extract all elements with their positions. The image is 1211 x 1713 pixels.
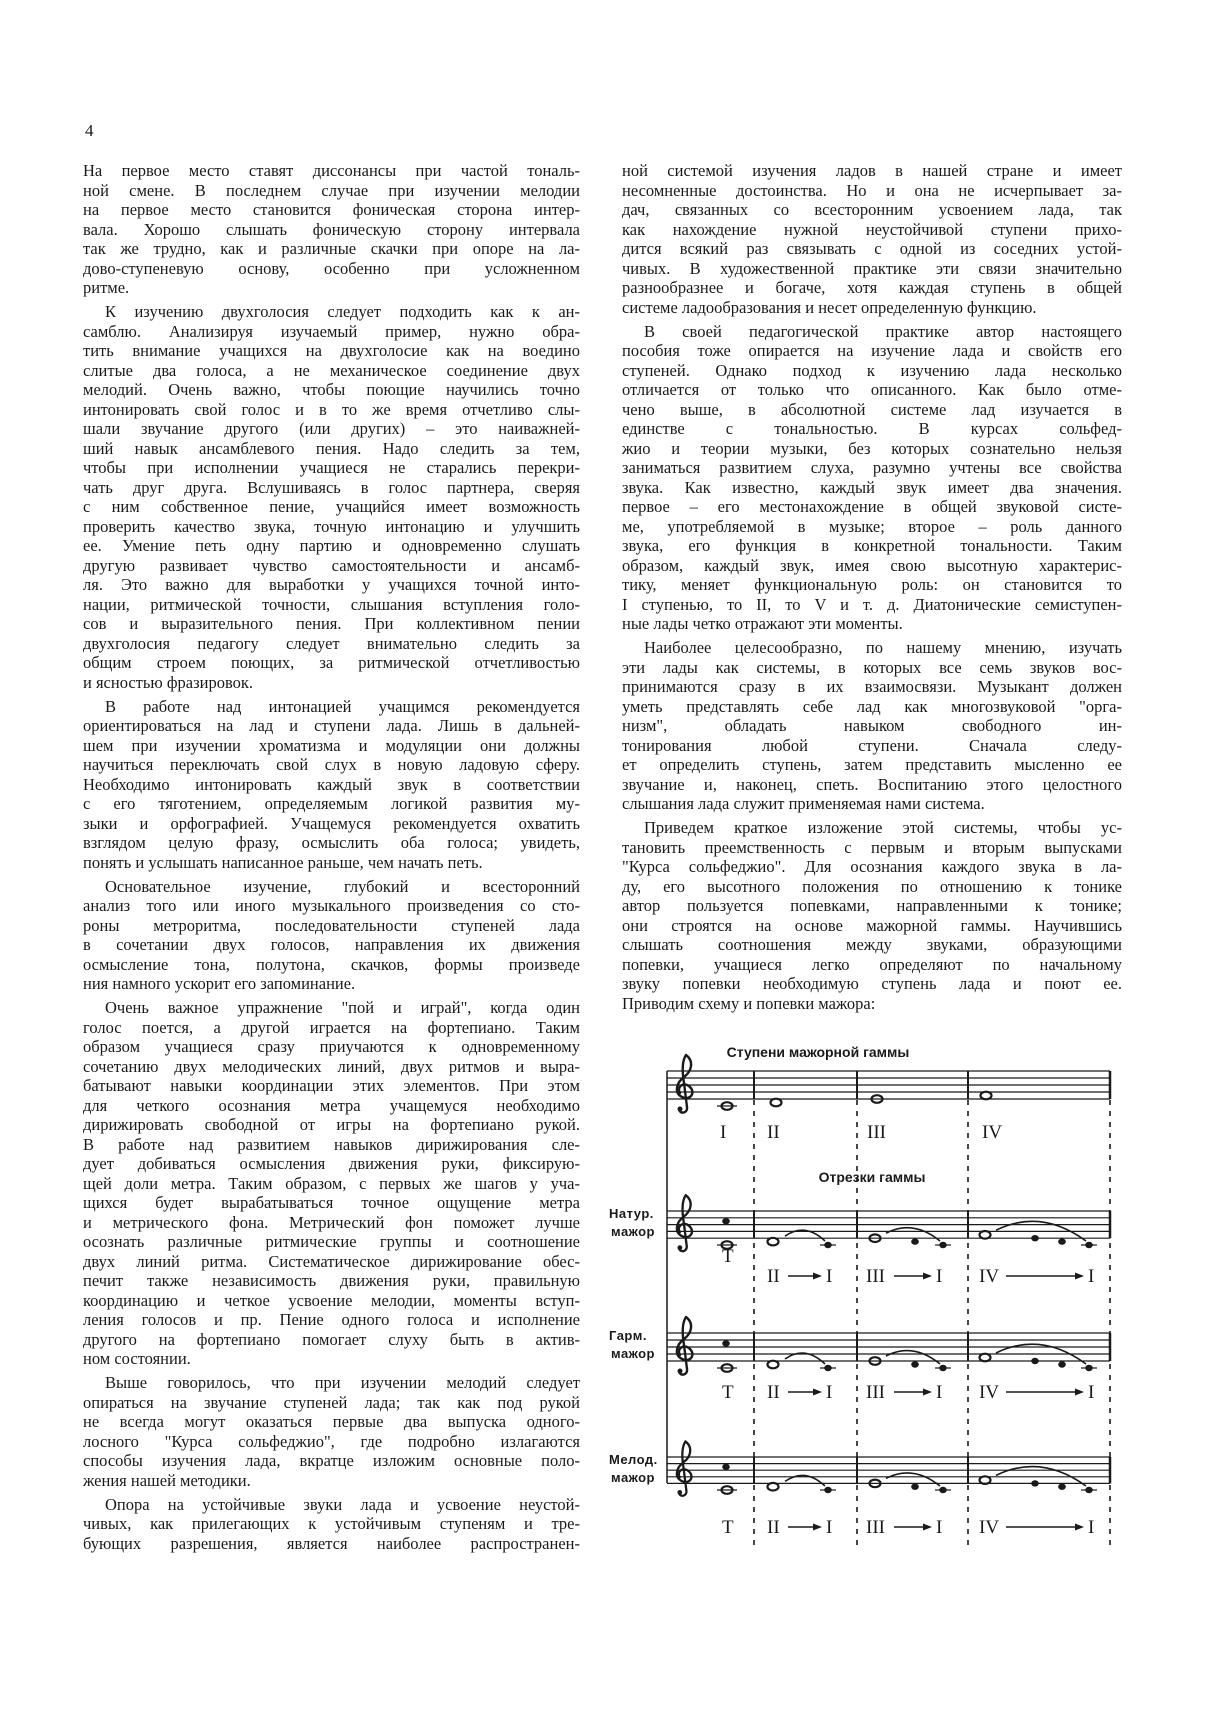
text-line: слышать соотношения между звуками, образующими	[622, 935, 1122, 954]
text-line: дится всякий раз связывать с одной из соседних устой-	[622, 239, 1122, 258]
whole-note	[870, 1234, 881, 1242]
arrow-head-icon	[813, 1273, 822, 1280]
scale-type-label: Мелод.	[609, 1452, 658, 1467]
slur	[785, 1353, 825, 1364]
paragraph	[622, 818, 1122, 1013]
step-label: III	[866, 1382, 885, 1403]
text-line: Основательное изучение, глубокий и всесторонний	[105, 876, 580, 896]
text-line: ля. Это важно для выработки у учащихся точной инто-	[83, 575, 580, 594]
text-line: ной системой изучения ладов в нашей стране и имеет	[622, 161, 1122, 180]
text-line: щихся будет вырабатываться точное ощущение метра	[83, 1193, 580, 1212]
text-line: Опора на устойчивые звуки лада и усвоение неустой-	[105, 1494, 580, 1514]
target-degree-label: I	[1088, 1517, 1095, 1538]
text-line: заниматься развитием слуха, разумно учтены все свойства	[622, 458, 1122, 477]
paragraph	[83, 877, 580, 994]
text-line: образом учащиеся сразу приучаются к одновременному	[83, 1037, 580, 1056]
text-line: бующих разрешения, является наиболее распространен-	[83, 1533, 580, 1553]
whole-note	[872, 1095, 883, 1103]
text-line: сочетанию двух мелодических линий, двух ритмов и выра-	[83, 1056, 580, 1076]
text-line: тонирования любой ступени. Сначала следу-	[622, 735, 1122, 755]
step-label: II	[767, 1382, 780, 1403]
target-degree-label: I	[1088, 1382, 1095, 1403]
text-line: двухголосия педагогу следует внимательно следить за	[83, 633, 580, 653]
filled-note	[1058, 1484, 1066, 1490]
paragraph	[622, 161, 1122, 317]
filled-note	[911, 1484, 919, 1490]
target-degree-label: I	[826, 1517, 833, 1538]
text-line: ме, употребляемой в музыке; второе – роль данного	[622, 516, 1122, 536]
filled-note	[824, 1365, 832, 1371]
slur	[886, 1351, 940, 1364]
text-line: осмысление тона, полутона, скачков, формы произведе	[83, 954, 580, 974]
filled-note	[1031, 1480, 1039, 1486]
text-line: для четкого осознания метра учащемуся необходимо	[83, 1095, 580, 1115]
text-line: ступеней. Однако подход к изучению лада несколько	[622, 360, 1122, 380]
filled-note	[722, 1218, 730, 1224]
clef-dot	[677, 1245, 682, 1250]
text-line: звучание и, наконец, спеть. Воспитанию этого целостного	[622, 774, 1122, 794]
arrow-head-icon	[923, 1389, 932, 1396]
step-label: IV	[979, 1382, 1000, 1403]
text-line: слышания лада служит применяемая нами система.	[622, 794, 985, 813]
text-line: слитые два голоса, а не механическое соединение двух	[83, 360, 580, 380]
text-line: звука, его функция в конкретной тональности. Таким	[622, 536, 1122, 555]
degree-label: II	[767, 1122, 780, 1143]
text-line: шали звучание другого (или других) – это наиважней-	[83, 419, 580, 438]
filled-note	[722, 1464, 730, 1470]
whole-note	[722, 1241, 733, 1249]
text-line: ее. Умение петь одну партию и одновременно слушать	[83, 536, 580, 555]
target-degree-label: I	[1088, 1266, 1095, 1287]
paragraph	[83, 302, 580, 692]
text-line: и ясностью фразировок.	[83, 672, 254, 692]
slur	[785, 1475, 825, 1486]
text-line: отличается от только что описанного. Как было отме-	[622, 380, 1122, 399]
text-line: звука. Как известно, каждый звук имеет два значения.	[622, 477, 1122, 497]
text-line: ший навык ансамблевого пения. Надо следить за тем,	[83, 438, 580, 458]
arrow-head-icon	[1075, 1389, 1084, 1396]
text-line: ные лады четко отражают эти моменты.	[622, 614, 903, 633]
text-line: анализ того или иного музыкального произведения со сто-	[83, 896, 580, 915]
figure-subtitle: Отрезки гаммы	[818, 1169, 926, 1185]
text-line: чать друг друга. Вслушиваясь в голос партнера, сверяя	[83, 477, 580, 497]
whole-note	[870, 1480, 881, 1488]
text-line: научиться переключать свой слух в новую ладовую сферу.	[83, 755, 580, 774]
text-line: не всегда могут оказаться первые два выпуска одного-	[83, 1412, 580, 1431]
arrow-head-icon	[1075, 1273, 1084, 1280]
text-line: мелодий. Очень важно, чтобы поющие научились точно	[83, 380, 580, 399]
step-label: II	[767, 1266, 780, 1287]
page-number: 4	[85, 121, 94, 140]
arrow-head-icon	[923, 1524, 932, 1531]
text-line: шем при изучении хроматизма и модуляции они должны	[83, 735, 580, 755]
tonic-label: Т	[722, 1246, 734, 1267]
text-line: другого на фортепиано помогает слуху быть в актив-	[83, 1329, 580, 1349]
paragraph	[83, 161, 580, 298]
text-line: в сочетании двух голосов, направления их движения	[83, 935, 580, 954]
text-line: сов и выразительного пения. При коллективном пении	[83, 614, 580, 633]
text-line: звуку попевки необходимую ступень лада и поют ее.	[622, 974, 1122, 993]
text-line: зыки и орфографией. Учащемуся рекомендуется охватить	[83, 813, 580, 833]
text-line: I ступенью, то II, то V и т. д. Диатонические семиступен-	[622, 594, 1122, 614]
degree-label: I	[720, 1122, 727, 1143]
text-line: В работе над развитием навыков дирижирования сле-	[83, 1134, 580, 1154]
text-line: низм", обладать навыком свободного ин-	[622, 716, 1122, 735]
text-line: способы изучения лада, вкратце изложим основные поло-	[83, 1451, 580, 1470]
clef-dot	[678, 1369, 683, 1374]
tonic-label: Т	[722, 1382, 734, 1403]
text-line: взглядом целую фразу, осмыслить оба голоса; увидеть,	[83, 833, 580, 852]
text-line: чено выше, в абсолютной системе лад изучается в	[622, 399, 1122, 419]
whole-note	[981, 1092, 992, 1100]
paragraph	[622, 322, 1122, 634]
target-degree-label: I	[826, 1266, 833, 1287]
slur	[996, 1221, 1086, 1241]
text-line: разнообразнее и богаче, хотя каждая ступень в общей	[622, 278, 1122, 297]
text-line: тику, меняет функциональную роль: он становится то	[622, 575, 1122, 594]
text-line: дово-ступеневую основу, особенно при усложненном	[83, 258, 580, 278]
clef-stroke	[677, 1317, 693, 1375]
step-label: III	[866, 1266, 885, 1287]
scale-type-label: мажор	[611, 1346, 655, 1361]
whole-note	[722, 1364, 733, 1372]
target-degree-label: I	[936, 1382, 943, 1403]
arrow-head-icon	[1075, 1524, 1084, 1531]
paragraph	[83, 998, 580, 1369]
text-line: дирижировать свободной от игры на фортепиано рукой.	[83, 1115, 580, 1134]
text-line: уметь представлять себе лад как многозвуковой "орга-	[622, 696, 1122, 716]
text-line: осознать различные ритмические группы и соотношение	[83, 1232, 580, 1251]
text-line: чивых, как прилегающих к устойчивым ступеням и тре-	[83, 1514, 580, 1533]
whole-note	[768, 1483, 779, 1491]
text-line: лосного "Курса сольфеджио", где подробно излагаются	[83, 1431, 580, 1451]
paragraph	[83, 1373, 580, 1490]
whole-note	[870, 1357, 881, 1365]
whole-note	[980, 1476, 991, 1484]
text-line: жения нашей методики.	[83, 1470, 251, 1490]
text-line: попевки, учащиеся легко определяют по начальному	[622, 954, 1122, 974]
text-line: эти лады как системы, в которых все семь звуков вос-	[622, 657, 1122, 677]
slur	[996, 1467, 1086, 1486]
text-line: голос поется, а другой играется на фортепиано. Таким	[83, 1017, 580, 1037]
text-line: понять и услышать написанное раньше, чем начать петь.	[83, 852, 483, 872]
filled-note	[939, 1365, 947, 1371]
treble-clef-icon	[677, 1317, 693, 1375]
filled-note	[911, 1238, 919, 1244]
filled-note	[1085, 1365, 1093, 1371]
slur	[886, 1228, 940, 1241]
filled-note	[939, 1242, 947, 1248]
arrow-head-icon	[813, 1524, 822, 1531]
text-line: автор пользуется попевками, направленными к тонике;	[622, 896, 1122, 915]
scale-type-label: мажор	[611, 1470, 655, 1485]
left-text-column	[83, 161, 580, 1558]
filled-note	[1058, 1238, 1066, 1244]
slur	[785, 1230, 825, 1241]
treble-clef-icon	[677, 1195, 692, 1251]
degree-label: IV	[982, 1122, 1003, 1143]
text-line: Необходимо интонировать каждый звук в соответствии	[83, 774, 580, 794]
degree-label: III	[867, 1122, 886, 1143]
text-line: несомненные достоинства. Но и она не исчерпывает за-	[622, 180, 1122, 200]
whole-note	[722, 1102, 733, 1110]
text-line: ду, его высотного положения по отношению к тонике	[622, 876, 1122, 896]
text-line: вала. Хорошо слышать фоническую сторону интервала	[83, 219, 580, 239]
clef-stroke	[677, 1441, 692, 1495]
text-line: жио и теории музыки, без которых сознательно нельзя	[622, 438, 1122, 458]
text-line: проверить качество звука, точную интонацию и улучшить	[83, 516, 580, 536]
filled-note	[939, 1487, 947, 1493]
arrow-head-icon	[813, 1389, 822, 1396]
text-line: "Курса сольфеджио". Для осознания каждого звука в ла-	[622, 857, 1122, 876]
text-line: К изучению двухголосия следует подходить как к ан-	[105, 302, 580, 321]
paragraph	[622, 638, 1122, 814]
treble-clef-icon	[677, 1441, 692, 1495]
arrow-head-icon	[923, 1273, 932, 1280]
clef-stroke	[677, 1055, 693, 1113]
text-line: пособия тоже опирается на изучение лада и свойств его	[622, 341, 1122, 360]
whole-note	[980, 1354, 991, 1362]
treble-clef-icon	[677, 1055, 693, 1113]
text-line: нации, ритмической точности, слышания вступления голо-	[83, 594, 580, 614]
text-line: Выше говорилось, что при изучении мелодий следует	[105, 1373, 580, 1392]
clef-stroke	[677, 1195, 692, 1251]
target-degree-label: I	[826, 1382, 833, 1403]
text-line: Наиболее целесообразно, по нашему мнению, изучать	[644, 638, 1122, 657]
text-line: ной смене. В последнем случае при изучении мелодии	[83, 180, 580, 200]
text-line: ет определить ступень, затем представить мысленно ее	[622, 755, 1122, 774]
scale-type-label: Натур.	[609, 1206, 654, 1221]
whole-note	[771, 1099, 782, 1107]
target-degree-label: I	[936, 1266, 943, 1287]
text-line: чивых. В художественной практике эти связи значительно	[622, 258, 1122, 278]
text-line: В работе над интонацией учащимся рекомендуется	[105, 696, 580, 716]
text-line: печит также независимость движения руки, правильную	[83, 1271, 580, 1290]
filled-note	[911, 1361, 919, 1367]
text-line: ориентироваться на лад и ступени лада. Лишь в дальней-	[83, 716, 580, 735]
text-line: На первое место ставят диссонансы при частой тональ-	[83, 161, 580, 180]
text-line: с его тяготением, определяемым логикой развития му-	[83, 794, 580, 813]
text-line: образом, каждый звук, имея свою высотную характерис-	[622, 555, 1122, 575]
clef-dot	[678, 1107, 683, 1112]
text-line: общим строем поющих, за ритмической отчетливостью	[83, 653, 580, 672]
filled-note	[1085, 1242, 1093, 1248]
text-line: батывают навыки координации этих элементов. При этом	[83, 1076, 580, 1095]
text-line: системе ладообразования и несет определенную функцию.	[622, 297, 1037, 317]
text-line: ления голосов и пр. Пение одного голоса и исполнение	[83, 1310, 580, 1329]
scale-type-label: мажор	[611, 1224, 655, 1239]
text-line: принимаются сразу в их взаимосвязи. Музыкант должен	[622, 677, 1122, 696]
text-line: Приведем краткое изложение этой системы, чтобы ус-	[644, 818, 1122, 837]
right-text-column	[622, 161, 1122, 1018]
text-line: ритме.	[83, 278, 130, 297]
text-line: дач, связанных со всесторонним усвоением лада, так	[622, 200, 1122, 219]
text-line: ния намного ускорит его запоминание.	[83, 974, 356, 993]
text-line: и метрического фона. Метрический фон поможет лучше	[83, 1212, 580, 1232]
filled-note	[1031, 1358, 1039, 1364]
text-line: они строятся на основе мажорной гаммы. Научившись	[622, 915, 1122, 935]
figure-title: Ступени мажорной гаммы	[726, 1044, 910, 1060]
filled-note	[722, 1340, 730, 1346]
text-line: ном состоянии.	[83, 1349, 191, 1368]
paragraph	[83, 1495, 580, 1554]
filled-note	[1085, 1487, 1093, 1493]
step-label: III	[866, 1517, 885, 1538]
text-line: Приводим схему и попевки мажора:	[622, 993, 876, 1013]
step-label: II	[767, 1517, 780, 1538]
scale-type-label: Гарм.	[609, 1328, 647, 1343]
text-line: как нахождение нужной неустойчивой ступени прихо-	[622, 219, 1122, 239]
text-line: тановить преемственность с первым и вторым выпусками	[622, 837, 1122, 857]
text-line: роны метроритма, последовательности ступеней лада	[83, 915, 580, 935]
paragraph	[83, 697, 580, 873]
text-line: так же трудно, как и различные скачки при опоре на ла-	[83, 239, 580, 258]
text-line: единстве с тональностью. В курсах сольфед-	[622, 419, 1122, 438]
whole-note	[980, 1231, 991, 1239]
filled-note	[1031, 1235, 1039, 1241]
step-label: IV	[979, 1517, 1000, 1538]
text-line: на первое место становится фоническая сторона интер-	[83, 200, 580, 219]
text-line: щей доли метра. Таким образом, с первых же шагов у уча-	[83, 1173, 580, 1193]
whole-note	[768, 1238, 779, 1246]
whole-note	[768, 1361, 779, 1369]
tonic-label: Т	[722, 1517, 734, 1538]
text-line: другую развивает чувство самостоятельности и ансамб-	[83, 555, 580, 575]
text-line: интонировать свой голос и в то же время отчетливо слы-	[83, 399, 580, 419]
text-line: с ним собственное пение, учащийся имеет возможность	[83, 497, 580, 516]
text-line: Очень важное упражнение "пой и играй", когда один	[105, 998, 580, 1017]
text-line: чтобы при исполнении учащиеся не старались перекри-	[83, 458, 580, 477]
text-line: самблю. Анализируя изучаемый пример, нужно обра-	[83, 321, 580, 341]
target-degree-label: I	[936, 1517, 943, 1538]
step-label: IV	[979, 1266, 1000, 1287]
text-line: первое – его местонахождение в общей звуковой систе-	[622, 497, 1122, 516]
filled-note	[1058, 1361, 1066, 1367]
clef-dot	[677, 1490, 682, 1495]
whole-note	[722, 1486, 733, 1494]
slur	[996, 1344, 1086, 1364]
text-line: тить внимание учащихся на двухголосие как на воедино	[83, 341, 580, 360]
text-line: дует добиваться осмысления движения руки, фиксирую-	[83, 1154, 580, 1173]
text-line: опираться на звучание ступеней лада; так как под рукой	[83, 1392, 580, 1412]
text-line: координацию и четкое усвоение мелодии, моменты вступ-	[83, 1290, 580, 1310]
slur	[886, 1473, 940, 1486]
text-line: двух линий ритма. Систематическое дирижирование обес-	[83, 1251, 580, 1271]
filled-note	[824, 1487, 832, 1493]
filled-note	[824, 1242, 832, 1248]
text-line: В своей педагогической практике автор настоящего	[644, 321, 1122, 341]
